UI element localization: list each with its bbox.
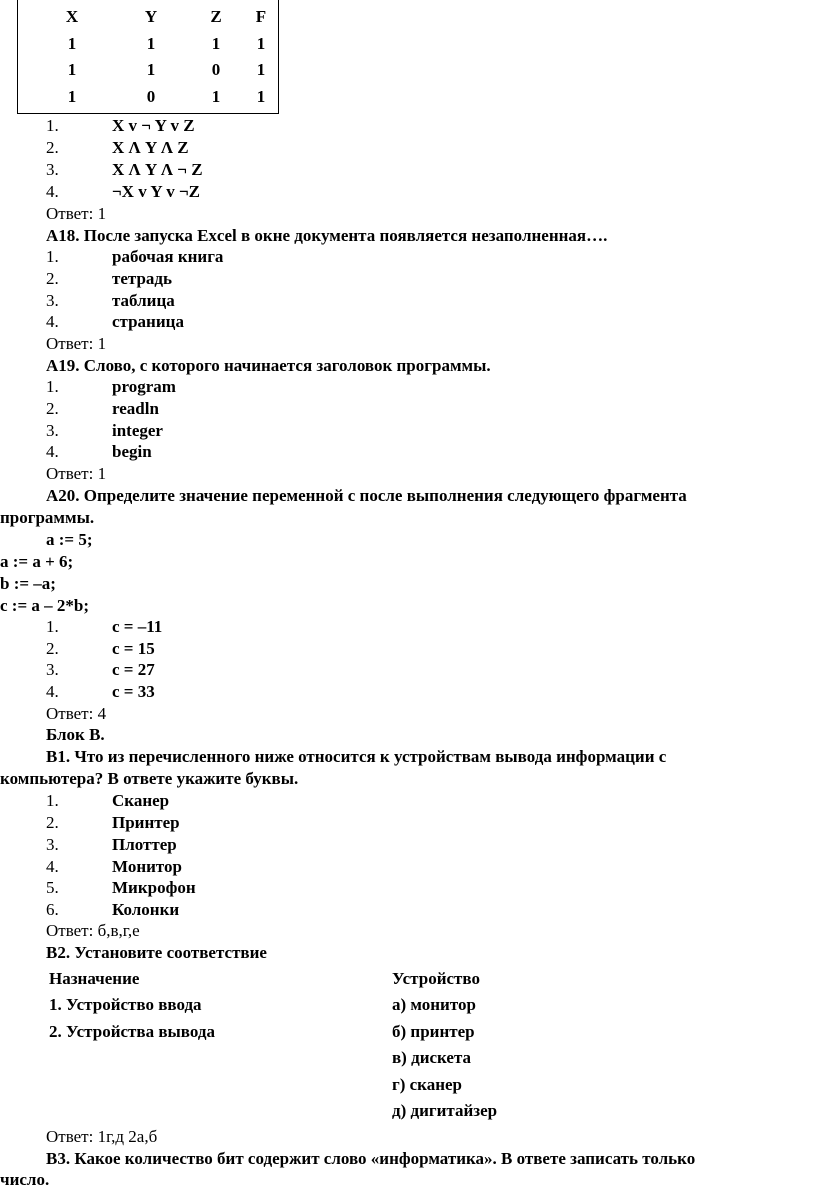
code-line: a := a + 6;: [0, 552, 74, 571]
item-number: 6.: [46, 900, 59, 919]
item-number: 3.: [46, 291, 59, 310]
match-left-header: Назначение: [49, 969, 140, 988]
question-a18: А18. После запуска Excel в окне документа появляется незаполненная….: [46, 226, 608, 245]
cell: 1: [211, 34, 221, 53]
truth-table-row: [18, 57, 278, 83]
truth-table-row: [18, 84, 278, 110]
match-right-item: д) дигитайзер: [392, 1101, 498, 1120]
question-b2: В2. Установите соответствие: [46, 943, 267, 962]
option-text: c = 15: [112, 639, 155, 658]
option-text: страница: [112, 312, 184, 331]
option-text: Принтер: [112, 813, 180, 832]
option-text: c = 27: [112, 660, 155, 679]
option-text: ¬X v Y v ¬Z: [112, 182, 201, 201]
option-text: тетрадь: [112, 269, 172, 288]
cell: 1: [256, 87, 266, 106]
option-text: таблица: [112, 291, 175, 310]
item-number: 2.: [46, 639, 59, 658]
question-a19: А19. Слово, с которого начинается заголовок программы.: [46, 356, 491, 375]
answer-text: Ответ: 4: [46, 704, 107, 723]
answer-text: Ответ: 1: [46, 334, 107, 353]
answer-text: Ответ: 1: [46, 464, 107, 483]
option-text: Микрофон: [112, 878, 196, 897]
cell: 0: [146, 87, 156, 106]
item-number: 3.: [46, 835, 59, 854]
option-text: X Λ Y Λ Z: [112, 138, 189, 157]
item-number: 4.: [46, 442, 59, 461]
option-text: program: [112, 377, 176, 396]
item-number: 3.: [46, 660, 59, 679]
cell: 1: [146, 34, 156, 53]
item-number: 1.: [46, 377, 59, 396]
match-left-item: 1. Устройство ввода: [49, 995, 202, 1014]
cell: 1: [67, 34, 77, 53]
answer-text: Ответ: б,в,г,е: [46, 921, 140, 940]
header-z: Z: [210, 7, 222, 26]
code-line: b := –a;: [0, 574, 56, 593]
option-text: c = –11: [112, 617, 163, 636]
option-text: X Λ Y Λ ¬ Z: [112, 160, 203, 179]
option-text: рабочая книга: [112, 247, 224, 266]
option-text: Монитор: [112, 857, 182, 876]
question-a20-cont: программы.: [0, 508, 95, 527]
cell: 1: [256, 60, 266, 79]
header-f: F: [255, 7, 267, 26]
option-text: Сканер: [112, 791, 170, 810]
header-y: Y: [144, 7, 158, 26]
match-right-header: Устройство: [392, 969, 480, 988]
match-right-item: в) дискета: [392, 1048, 472, 1067]
block-title: Блок В.: [46, 725, 105, 744]
cell: 0: [211, 60, 221, 79]
item-number: 2.: [46, 138, 59, 157]
option-text: readln: [112, 399, 159, 418]
match-right-item: г) сканер: [392, 1075, 463, 1094]
question-b1: В1. Что из перечисленного ниже относится к устройствам вывода информации с: [46, 747, 667, 766]
option-text: integer: [112, 421, 163, 440]
truth-table-header: [18, 4, 278, 30]
cell: 1: [67, 60, 77, 79]
question-a20: А20. Определите значение переменной с после выполнения следующего фрагмента: [46, 486, 687, 505]
option-text: Колонки: [112, 900, 180, 919]
match-right-item: а) монитор: [392, 995, 476, 1014]
item-number: 1.: [46, 617, 59, 636]
match-right-item: б) принтер: [392, 1022, 475, 1041]
item-number: 2.: [46, 813, 59, 832]
truth-table: [17, 0, 279, 114]
item-number: 1.: [46, 116, 59, 135]
item-number: 1.: [46, 791, 59, 810]
option-text: c = 33: [112, 682, 155, 701]
answer-text: Ответ: 1г,д 2а,б: [46, 1127, 158, 1146]
match-left-item: 2. Устройства вывода: [49, 1022, 215, 1041]
item-number: 3.: [46, 160, 59, 179]
code-line: c := a – 2*b;: [0, 596, 90, 615]
item-number: 4.: [46, 857, 59, 876]
item-number: 2.: [46, 399, 59, 418]
code-line: а := 5;: [46, 530, 93, 549]
item-number: 4.: [46, 182, 59, 201]
item-number: 4.: [46, 312, 59, 331]
truth-table-row: [18, 31, 278, 57]
question-b3-cont: число.: [0, 1170, 50, 1189]
option-text: begin: [112, 442, 152, 461]
cell: 1: [146, 60, 156, 79]
question-b3: В3. Какое количество бит содержит слово «информатика». В ответе записать только: [46, 1149, 696, 1168]
cell: 1: [67, 87, 77, 106]
item-number: 4.: [46, 682, 59, 701]
cell: 1: [256, 34, 266, 53]
item-number: 2.: [46, 269, 59, 288]
question-b1-cont: компьютера? В ответе укажите буквы.: [0, 769, 299, 788]
item-number: 1.: [46, 247, 59, 266]
cell: 1: [211, 87, 221, 106]
item-number: 3.: [46, 421, 59, 440]
item-number: 5.: [46, 878, 59, 897]
answer-text: Ответ: 1: [46, 204, 107, 223]
option-text: Плоттер: [112, 835, 177, 854]
option-text: X v ¬ Y v Z: [112, 116, 195, 135]
header-x: X: [65, 7, 79, 26]
